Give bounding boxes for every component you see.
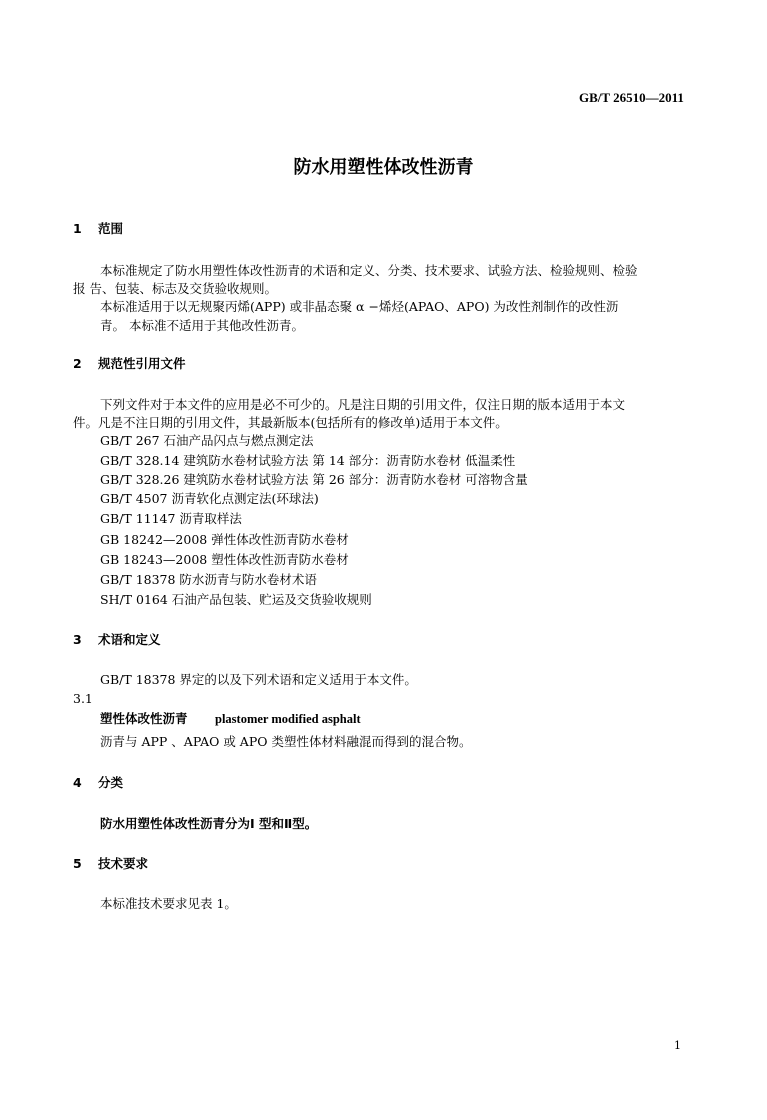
section-2-intro-line-1: 下列文件对于本文件的应用是必不可少的。凡是注日期的引用文件，仅注日期的版本适用于本文 [100, 397, 626, 412]
term-english: plastomer modified asphalt [215, 712, 361, 726]
term-definition: 沥青与 APP 、APAO 或 APO 类塑性体材料融混而得到的混合物。 [100, 734, 472, 749]
section-5-number: 5 [73, 856, 82, 871]
term-number: 3.1 [73, 691, 93, 706]
section-1-paragraph-1-line-1: 本标准规定了防水用塑性体改性沥青的术语和定义、分类、技术要求、试验方法、检验规则、检验 [100, 263, 638, 278]
reference-item: GB/T 4507 沥青软化点测定法(环球法) [100, 491, 319, 506]
section-1-paragraph-2-line-2: 青。 本标准不适用于其他改性沥青。 [100, 318, 304, 333]
page-number: 1 [674, 1039, 681, 1052]
standard-number: GB/T 26510—2011 [579, 90, 684, 105]
section-4-number: 4 [73, 775, 82, 790]
section-3-intro: GB/T 18378 界定的以及下列术语和定义适用于本文件。 [100, 672, 417, 687]
reference-item: GB/T 11147 沥青取样法 [100, 511, 242, 526]
reference-item: GB/T 328.14 建筑防水卷材试验方法 第 14 部分：沥青防水卷材 低温柔性 [100, 453, 516, 468]
reference-item: GB 18242—2008 弹性体改性沥青防水卷材 [100, 532, 349, 547]
section-1-number: 1 [73, 221, 82, 236]
section-4-title: 分类 [98, 775, 124, 790]
section-3-number: 3 [73, 632, 82, 647]
section-5-text: 本标准技术要求见表 1。 [100, 896, 237, 911]
document-title: 防水用塑性体改性沥青 [293, 157, 474, 178]
reference-item: GB/T 328.26 建筑防水卷材试验方法 第 26 部分：沥青防水卷材 可溶物含量 [100, 472, 528, 487]
reference-item: GB/T 18378 防水沥青与防水卷材术语 [100, 572, 317, 587]
section-1-title: 范围 [98, 221, 124, 236]
section-4-text: 防水用塑性体改性沥青分为Ⅰ 型和Ⅱ型。 [100, 816, 318, 831]
section-5-title: 技术要求 [98, 856, 149, 871]
section-2-title: 规范性引用文件 [98, 356, 186, 371]
reference-item: SH/T 0164 石油产品包装、贮运及交货验收规则 [100, 592, 372, 607]
section-2-intro-line-2: 件。凡是不注日期的引用文件，其最新版本(包括所有的修改单)适用于本文件。 [73, 415, 508, 430]
reference-item: GB/T 267 石油产品闪点与燃点测定法 [100, 433, 314, 448]
section-1-paragraph-2-line-1: 本标准适用于以无规聚丙烯(APP) 或非晶态聚 α −烯烃(APAO、APO) 为改性剂制作的改性沥 [100, 299, 619, 314]
section-1-paragraph-1-line-2: 报 告、包装、标志及交货验收规则。 [73, 281, 277, 296]
section-3-title: 术语和定义 [98, 632, 161, 647]
section-2-number: 2 [73, 356, 82, 371]
reference-item: GB 18243—2008 塑性体改性沥青防水卷材 [100, 552, 349, 567]
term-chinese: 塑性体改性沥青 [100, 711, 188, 726]
